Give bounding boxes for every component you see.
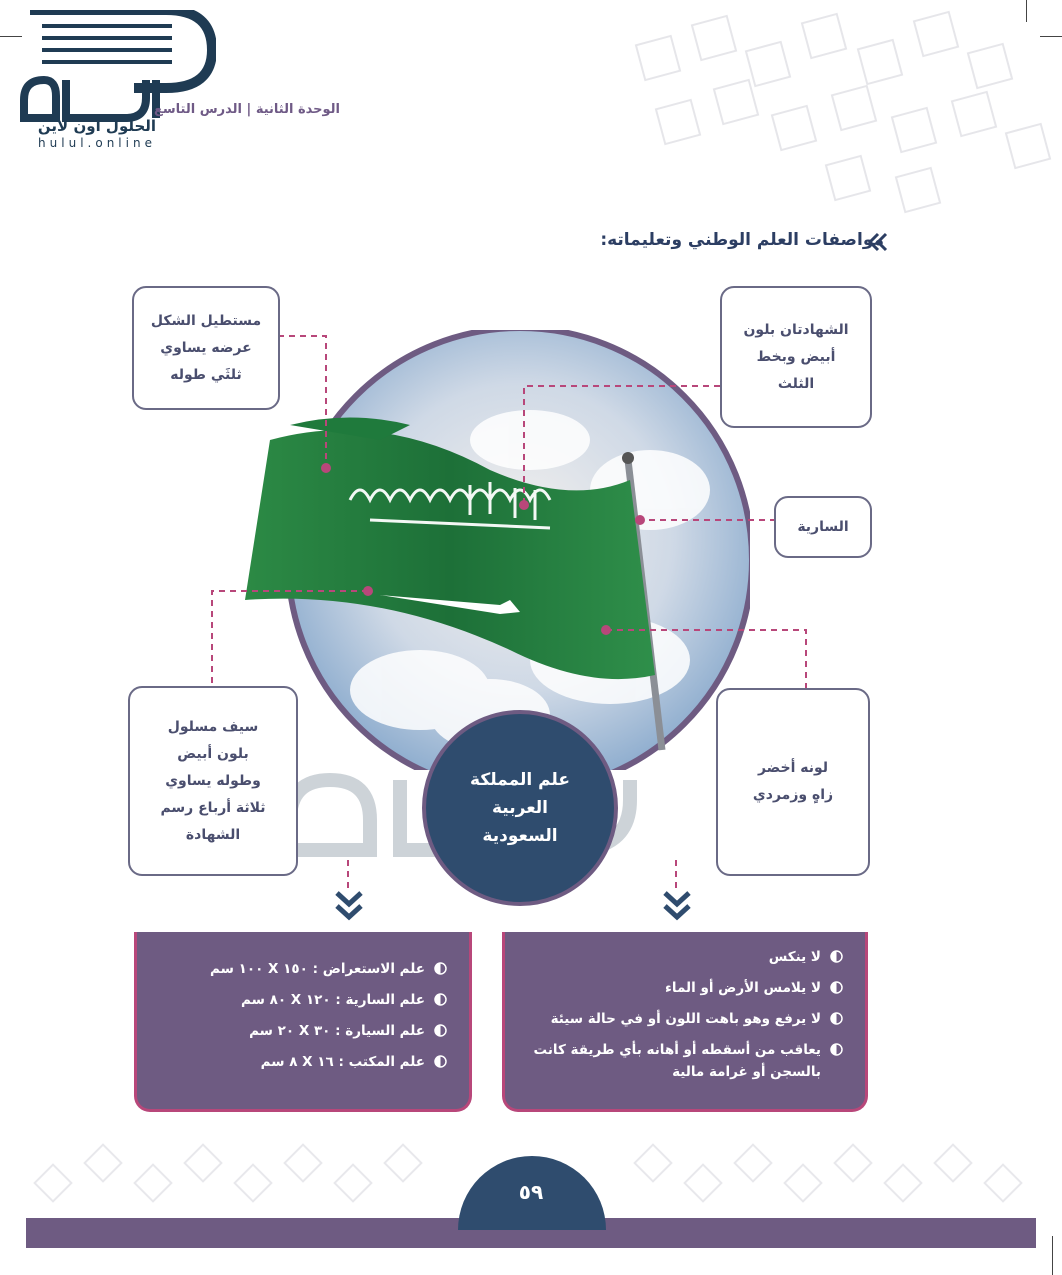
callout-shape-line1: مستطيل الشكل: [150, 312, 262, 329]
callout-color-line1: لونه أخضر: [757, 760, 829, 776]
flag-rules-panel: [502, 932, 868, 1112]
breadcrumb-unit: الوحدة الثانية: [255, 102, 340, 117]
center-title-line3: السعودية: [482, 826, 558, 846]
breadcrumb-separator: |: [246, 102, 252, 117]
center-title-circle: [422, 710, 618, 906]
list-item: لا يلامس الأرض أو الماء: [529, 977, 843, 999]
section-title: مواصفات العلم الوطني وتعليماته:: [600, 230, 884, 250]
bullet-icon: [434, 993, 447, 1006]
list-item: لا يرفع وهو باهت اللون أو في حالة سيئة: [529, 1008, 843, 1030]
logo-subtitle-arabic: الحلول اون لاين: [37, 117, 157, 135]
callout-sword-line2: بلون أبيض: [177, 745, 249, 762]
bullet-icon: [830, 1043, 843, 1056]
bullet-icon: [830, 981, 843, 994]
page-number: ٥٩: [518, 1180, 544, 1204]
center-title-line1: علم المملكة: [470, 770, 570, 790]
callout-sword-line5: الشهادة: [185, 826, 241, 843]
list-item: علم الاستعراض : ١٥٠ X ١٠٠ سم: [157, 958, 447, 980]
callout-shape-line3: ثلثَي طوله: [170, 366, 242, 383]
callout-pole: [774, 496, 872, 558]
callout-shahada-line2: أبيض وبخط: [756, 348, 836, 365]
chevron-down-icon: [662, 890, 692, 922]
bullet-icon: [434, 1055, 447, 1068]
flag-sizes-panel: [134, 932, 472, 1112]
logo-subtitle-latin: hulul.online: [38, 136, 156, 150]
callout-sword-line1: سيف مسلول: [167, 718, 259, 735]
callout-color: [716, 688, 870, 876]
callout-sword: [128, 686, 298, 876]
list-item: علم المكتب : ١٦ X ٨ سم: [157, 1051, 447, 1073]
callout-color-line2: زاهٍ وزمردي: [752, 787, 834, 803]
bullet-icon: [830, 950, 843, 963]
list-item: يعاقب من أسقطه أو أهانه بأي طريقة كانت بالسجن أو غرامة مالية: [529, 1039, 843, 1083]
bullet-icon: [434, 1024, 447, 1037]
list-item: علم السيارة : ٣٠ X ٢٠ سم: [157, 1020, 447, 1042]
list-item: علم السارية : ١٢٠ X ٨٠ سم: [157, 989, 447, 1011]
list-item: لا ينكس: [529, 946, 843, 968]
callout-pole-text: السارية: [797, 518, 849, 535]
callout-shahada-line3: الثلث: [777, 375, 815, 392]
callout-shahada: [720, 286, 872, 428]
breadcrumb-lesson: الدرس التاسع: [154, 102, 243, 117]
bullet-icon: [830, 1012, 843, 1025]
callout-shape: [132, 286, 280, 410]
center-title-line2: العربية: [492, 798, 549, 818]
chevron-down-icon: [334, 890, 364, 922]
callout-sword-line3: وطوله يساوي: [165, 772, 261, 789]
callout-shahada-line1: الشهادتان بلون: [743, 321, 849, 338]
callout-shape-line2: عرضه يساوي: [160, 339, 252, 356]
bullet-icon: [434, 962, 447, 975]
callout-sword-line4: ثلاثة أرباع رسم: [160, 799, 266, 816]
